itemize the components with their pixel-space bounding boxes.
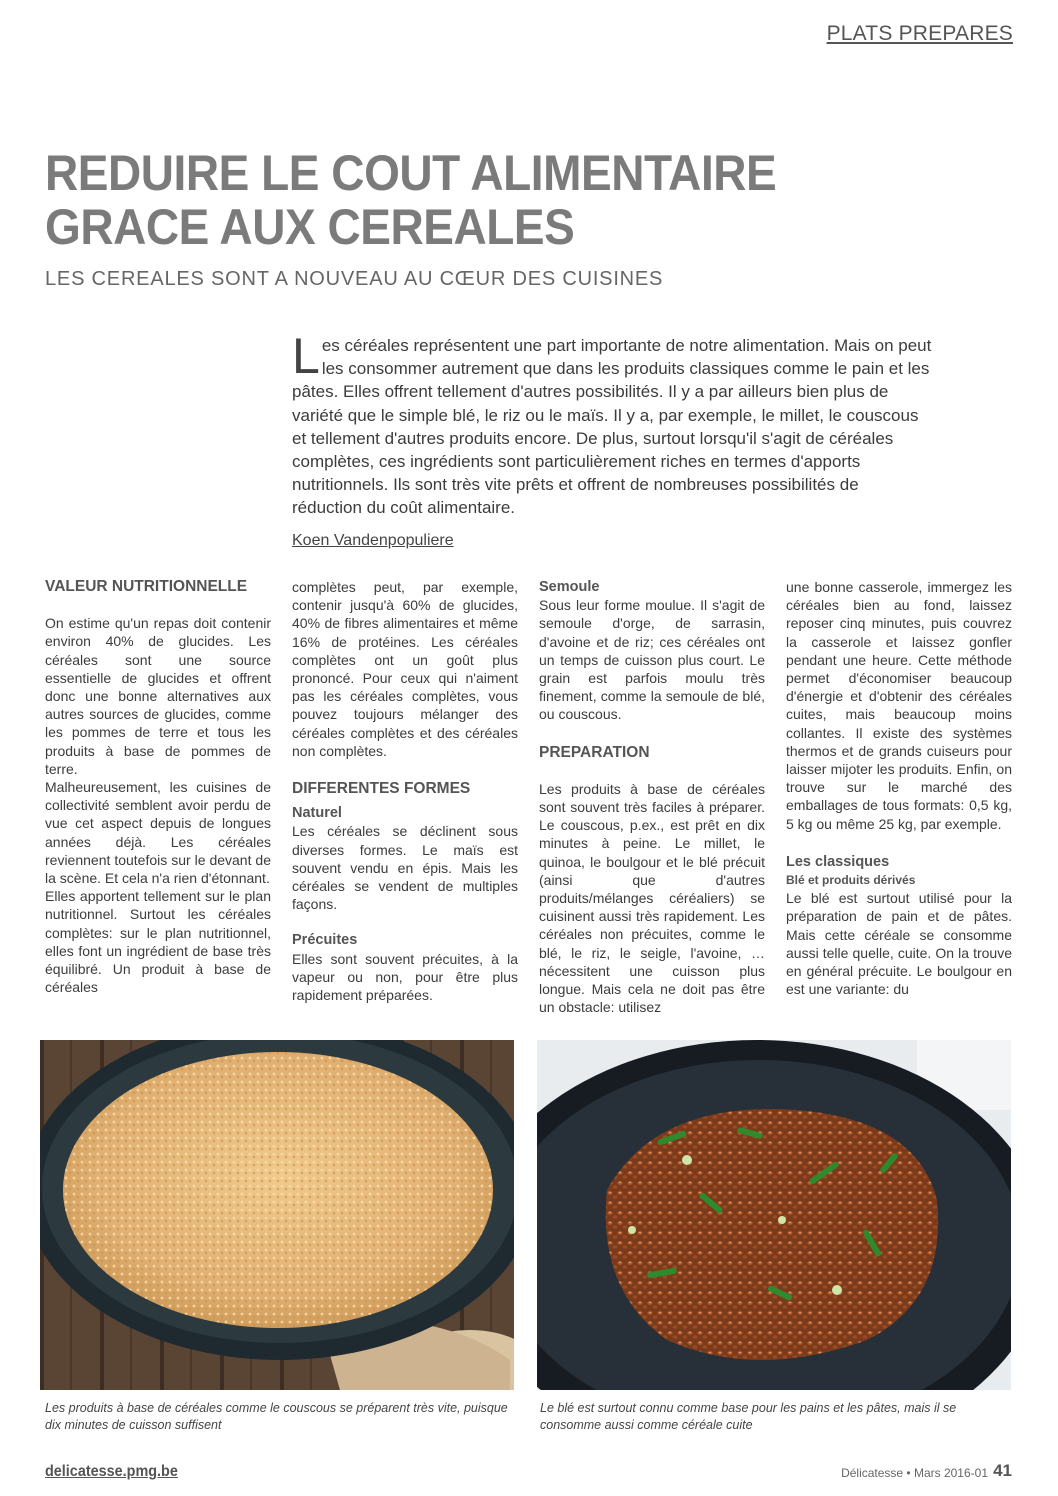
subheading-ble-produits-derives: Blé et produits dérivés [786, 873, 916, 888]
paragraph: Elles sont souvent précuites, à la vapeur ou non, pour être plus rapidement préparées. [292, 950, 518, 1004]
footer-issue-info: Délicatesse • Mars 2016-01 [841, 1466, 988, 1480]
paragraph: Elles apportent tellement sur le plan nutritionnel. Surtout les céréales complètes: sur le plan nutritionnel, elles font un ingrédient de base très équilibré. Un produit à base de céréales [45, 888, 271, 996]
paragraph: Malheureusement, les cuisines de collectivité semblent avoir perdu de vue cet aspect depuis de longues années déjà. Les céréales reviennent toutefois sur le devant de la scène. Et cela n'a rien d'étonnant. [45, 779, 271, 887]
article-title-line-1: REDUIRE LE COUT ALIMENTAIRE [45, 145, 777, 201]
text-column-1 [45, 578, 271, 996]
paragraph: Le blé est surtout utilisé pour la préparation de pain et de pâtes. Mais cette céréale se consomme aussi telle quelle, cuite. On la trouve en général précuite. Le boulgour en est une variante: du [786, 890, 1012, 998]
article-subtitle: LES CEREALES SONT A NOUVEAU AU CŒUR DES CUISINES [45, 268, 664, 290]
subheading-semoule: Semoule [539, 579, 600, 595]
paragraph: On estime qu'un repas doit contenir environ 40% de glucides. Les céréales sont une source essentielle de glucides et offrent donc une bonne alternatives aux autres sources de glucides, comme les pommes de terre et tous les produits à base de pommes de terre. [45, 615, 271, 777]
paragraph: Les produits à base de céréales sont souvent très faciles à préparer. Le couscous, p.ex., est prêt en dix minutes à peine. Le millet, le quinoa, le boulgour et le blé précuit (ainsi que d'autres produits/mélanges céréaliers) se cuisinent aussi très rapidement. Les céréales non précuites, comme le blé, le riz, le seigle, l'avoine, … nécessitent une cuisson plus longue. Mais cela ne doit pas être un obstacle: utilisez [539, 780, 765, 1016]
paragraph: Les céréales se déclinent sous diverses formes. Le maïs est souvent vendu en épis. Mais les céréales se vendent de multiples façons. [292, 823, 518, 913]
subheading-naturel: Naturel [292, 805, 342, 822]
text-column-4 [786, 578, 1012, 998]
footer-website-link[interactable]: delicatesse.pmg.be [45, 1463, 178, 1480]
paragraph: Sous leur forme moulue. Il s'agit de semoule d'orge, de sarrasin, d'avoine et de riz; ces céréales ont un temps de cuisson plus court. Le grain est parfois moulu très finement, comme la semoule de blé, ou couscous. [539, 597, 765, 723]
paragraph: une bonne casserole, immergez les céréales bien au fond, laissez reposer cinq minutes, puis couvrez la casserole et laissez gonfler pendant une heure. Cette méthode permet d'économiser beaucoup d'énergie et d'obtenir des céréales cuites, mais beaucoup moins collantes. Il existe des systèmes thermos et de grands cuiseurs pour laisser mijoter les produits. Enfin, on trouve sur le marché des emballages de tous formats: 0,5 kg, 5 kg ou même 25 kg, par exemple. [786, 579, 1012, 832]
article-author: Koen Vandenpopuliere [292, 532, 454, 549]
intro-dropcap: L [292, 328, 320, 384]
photo-couscous-pan [40, 1040, 514, 1390]
article-intro [292, 328, 932, 520]
heading-valeur-nutritionnelle: VALEUR NUTRITIONNELLE [45, 578, 248, 595]
photo-wheat-wok [537, 1040, 1011, 1390]
subheading-les-classiques: Les classiques [786, 853, 890, 870]
subheading-precuites: Précuites [292, 932, 358, 949]
heading-differentes-formes: DIFFERENTES FORMES [292, 780, 471, 798]
page-number: 41 [993, 1461, 1012, 1480]
heading-preparation: PREPARATION [539, 743, 650, 761]
article-title [45, 146, 873, 254]
paragraph: complètes peut, par exemple, contenir jusqu'à 60% de glucides, 40% de fibres alimentaires et même 16% de protéines. Les céréales complètes ont un goût plus prononcé. Pour ceux qui n'aiment pas les céréales complètes, vous pouvez toujours mélanger des céréales complètes et des céréales non complètes. [292, 579, 518, 759]
photo-caption-2: Le blé est surtout connu comme base pour les pains et les pâtes, mais il se consomme aussi comme céréale cuite [540, 1401, 957, 1432]
text-column-3 [539, 578, 765, 1016]
photo-caption-1: Les produits à base de céréales comme le couscous se préparent très vite, puisque dix minutes de cuisson suffisent [45, 1401, 508, 1432]
section-tag: PLATS PREPARES [826, 22, 1013, 45]
article-title-line-2: GRACE AUX CEREALES [45, 199, 575, 255]
intro-text: es céréales représentent une part importante de notre alimentation. Mais on peut les consommer autrement que dans les produits classiques comme le pain et les pâtes. Elles offrent tellement d'autres possibilités. Il y a par ailleurs bien plus de variété que le simple blé, le riz ou le maïs. Il y a, par exemple, le millet, le couscous et tellement d'autres produits encore. De plus, surtout lorsqu'il s'agit de céréales complètes, ces ingrédients sont particulièrement riches en termes d'apports nutritionnels. Ils sont très vite prêts et offrent de nombreuses possibilités de réduction du coût alimentaire. [292, 336, 932, 518]
text-column-2 [292, 578, 518, 1004]
